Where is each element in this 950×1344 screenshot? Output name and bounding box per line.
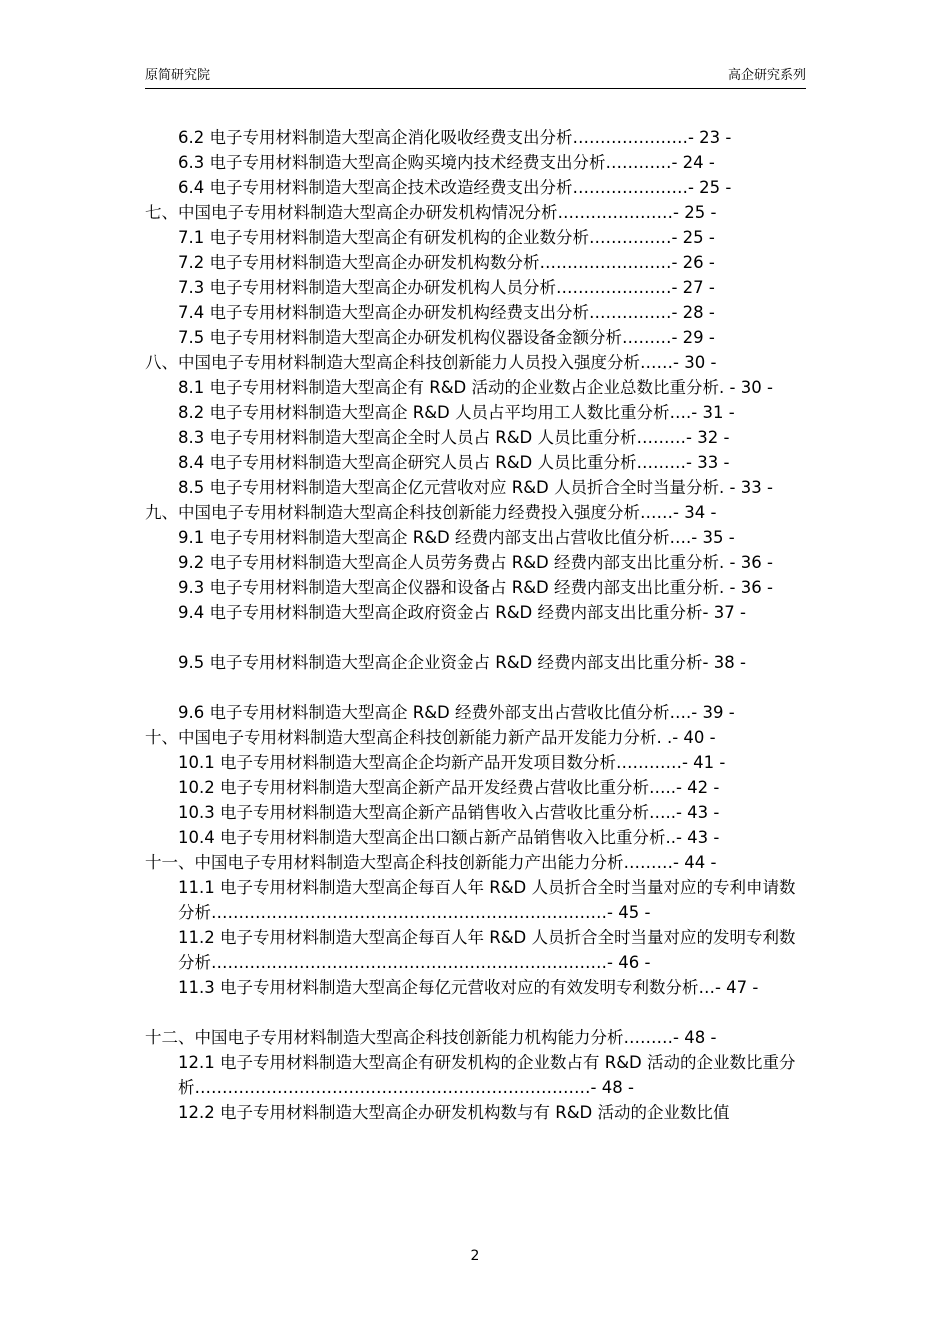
toc-entry[interactable]: 12.2 电子专用材料制造大型高企办研发机构数与有 R&D 活动的企业数比值 <box>178 1103 730 1122</box>
toc-entry[interactable]: 10.3 电子专用材料制造大型高企新产品销售收入占营收比重分析…..- 43 - <box>178 803 720 822</box>
toc-entry[interactable]: 7.2 电子专用材料制造大型高企办研发机构数分析……………………- 26 - <box>178 253 715 272</box>
toc-entry[interactable]: 十一、中国电子专用材料制造大型高企科技创新能力产出能力分析………- 44 - <box>145 853 717 872</box>
toc-entry[interactable]: 8.2 电子专用材料制造大型高企 R&D 人员占平均用工人数比重分析….- 31 - <box>178 403 735 422</box>
toc-entry[interactable]: 9.6 电子专用材料制造大型高企 R&D 经费外部支出占营收比值分析….- 39 - <box>178 703 735 722</box>
toc-entry[interactable]: 8.4 电子专用材料制造大型高企研究人员占 R&D 人员比重分析………- 33 - <box>178 453 730 472</box>
toc-entry[interactable]: 7.4 电子专用材料制造大型高企办研发机构经费支出分析……………- 28 - <box>178 303 715 322</box>
toc-entry[interactable]: 十、中国电子专用材料制造大型高企科技创新能力新产品开发能力分析. .- 40 - <box>145 728 716 747</box>
toc-entry[interactable]: 9.5 电子专用材料制造大型高企企业资金占 R&D 经费内部支出比重分析- 38 - <box>178 653 746 672</box>
toc-entry[interactable]: 11.3 电子专用材料制造大型高企每亿元营收对应的有效发明专利数分析…- 47 - <box>178 978 759 997</box>
page-number: 2 <box>470 1248 480 1264</box>
toc-entry[interactable]: 7.1 电子专用材料制造大型高企有研发机构的企业数分析……………- 25 - <box>178 228 715 247</box>
toc-entry[interactable]: 6.4 电子专用材料制造大型高企技术改造经费支出分析…………………- 25 - <box>178 178 732 197</box>
toc-entry[interactable]: 9.2 电子专用材料制造大型高企人员劳务费占 R&D 经费内部支出比重分析. - 36 - <box>178 553 773 572</box>
header-left-text: 原简研究院 <box>145 68 211 83</box>
toc-entry[interactable]: 10.4 电子专用材料制造大型高企出口额占新产品销售收入比重分析..- 43 - <box>178 828 720 847</box>
toc-entry[interactable]: 8.1 电子专用材料制造大型高企有 R&D 活动的企业数占企业总数比重分析. - 30 - <box>178 378 773 397</box>
toc-entry[interactable]: 11.2 电子专用材料制造大型高企每百人年 R&D 人员折合全时当量对应的发明专利数分析………………………………………………………………- 46 - <box>178 928 796 972</box>
toc-entry[interactable]: 12.1 电子专用材料制造大型高企有研发机构的企业数占有 R&D 活动的企业数比重分析………………………………………………………………- 48 - <box>178 1053 796 1097</box>
toc-entry[interactable]: 7.5 电子专用材料制造大型高企办研发机构仪器设备金额分析………- 29 - <box>178 328 715 347</box>
toc-entry[interactable]: 八、中国电子专用材料制造大型高企科技创新能力人员投入强度分析……- 30 - <box>145 353 717 372</box>
toc-entry[interactable]: 6.3 电子专用材料制造大型高企购买境内技术经费支出分析…………- 24 - <box>178 153 715 172</box>
table-of-contents <box>145 125 808 1125</box>
toc-entry[interactable]: 6.2 电子专用材料制造大型高企消化吸收经费支出分析…………………- 23 - <box>178 128 732 147</box>
toc-entry[interactable]: 九、中国电子专用材料制造大型高企科技创新能力经费投入强度分析……- 34 - <box>145 503 717 522</box>
toc-entry[interactable]: 十二、中国电子专用材料制造大型高企科技创新能力机构能力分析………- 48 - <box>145 1028 717 1047</box>
toc-entry[interactable]: 10.2 电子专用材料制造大型高企新产品开发经费占营收比重分析…..- 42 - <box>178 778 720 797</box>
toc-entry[interactable]: 11.1 电子专用材料制造大型高企每百人年 R&D 人员折合全时当量对应的专利申请数分析………………………………………………………………- 45 - <box>178 878 796 922</box>
toc-entry[interactable]: 7.3 电子专用材料制造大型高企办研发机构人员分析…………………- 27 - <box>178 278 715 297</box>
toc-entry[interactable]: 8.5 电子专用材料制造大型高企亿元营收对应 R&D 人员折合全时当量分析. - 33 - <box>178 478 773 497</box>
toc-entry[interactable]: 9.4 电子专用材料制造大型高企政府资金占 R&D 经费内部支出比重分析- 37 - <box>178 603 746 622</box>
toc-entry[interactable]: 10.1 电子专用材料制造大型高企企均新产品开发项目数分析…………- 41 - <box>178 753 726 772</box>
toc-entry[interactable]: 七、中国电子专用材料制造大型高企办研发机构情况分析…………………- 25 - <box>145 203 717 222</box>
toc-entry[interactable]: 9.3 电子专用材料制造大型高企仪器和设备占 R&D 经费内部支出比重分析. - 36 - <box>178 578 773 597</box>
page-header <box>145 66 806 89</box>
toc-entry[interactable]: 9.1 电子专用材料制造大型高企 R&D 经费内部支出占营收比值分析….- 35 - <box>178 528 735 547</box>
toc-entry[interactable]: 8.3 电子专用材料制造大型高企全时人员占 R&D 人员比重分析………- 32 - <box>178 428 730 447</box>
header-right-text: 高企研究系列 <box>727 68 806 83</box>
